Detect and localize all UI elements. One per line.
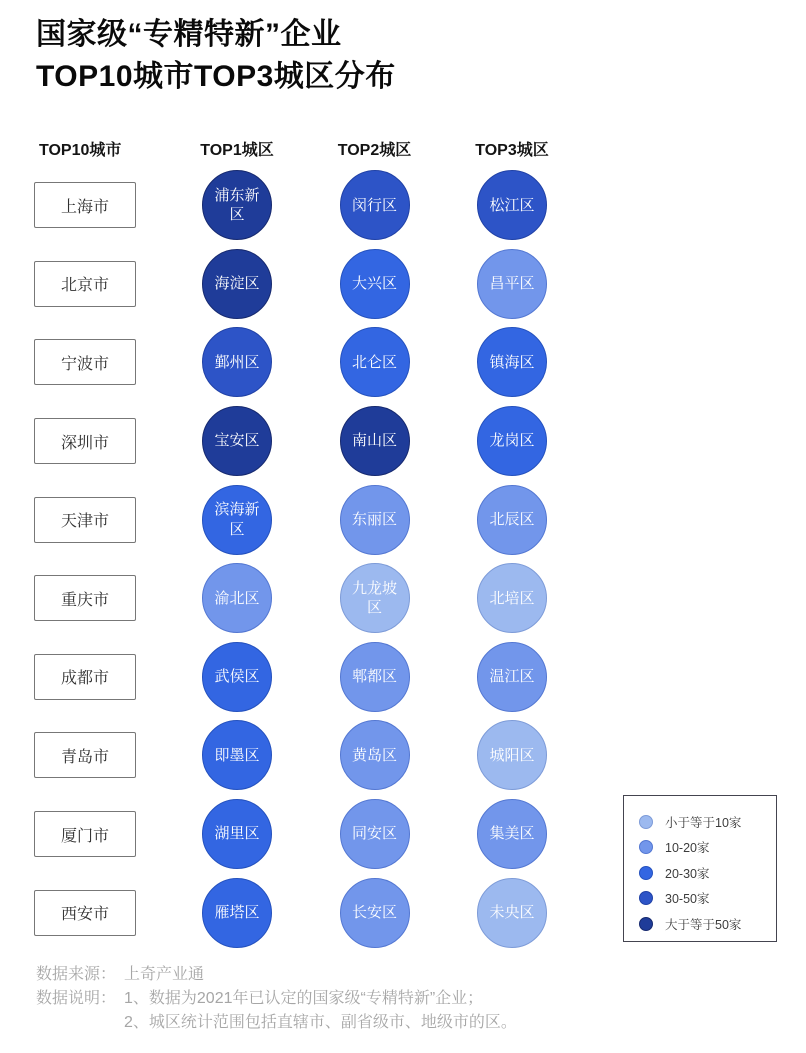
table-row: [34, 873, 581, 952]
district-label: 浦东新区: [214, 186, 260, 224]
legend-item: [639, 886, 770, 912]
district-circle: [340, 642, 410, 712]
legend: [623, 795, 777, 942]
district-circle: [477, 878, 547, 948]
district-label: 黄岛区: [351, 746, 397, 764]
district-label: 东丽区: [351, 510, 397, 528]
district-circle: [202, 485, 272, 555]
legend-label: 30-50家: [665, 892, 710, 907]
legend-item: [639, 809, 770, 835]
legend-item: [639, 835, 770, 861]
header-top1-district: TOP1城区: [200, 142, 274, 159]
district-label: 大兴区: [351, 275, 397, 293]
data-note-spacer: [36, 1011, 124, 1035]
district-circle: [340, 720, 410, 790]
district-label: 温江区: [489, 668, 535, 686]
district-label: 松江区: [489, 196, 535, 214]
district-label: 北培区: [489, 589, 535, 607]
district-circle: [340, 799, 410, 869]
header-top3-district: TOP3城区: [475, 142, 549, 159]
district-circle: [340, 406, 410, 476]
legend-swatch-icon: [639, 917, 653, 931]
district-label: 龙岗区: [489, 432, 535, 450]
column-headers: [34, 137, 581, 160]
legend-label: 大于等于50家: [665, 917, 742, 932]
district-circle: [202, 327, 272, 397]
district-circle: [477, 799, 547, 869]
district-label: 郫都区: [351, 668, 397, 686]
district-circle: [202, 720, 272, 790]
data-note-row-1: [36, 987, 517, 1011]
district-circle: [340, 878, 410, 948]
district-label: 九龙坡区: [351, 579, 397, 617]
data-source-row: [36, 963, 517, 987]
legend-swatch-icon: [639, 815, 653, 829]
district-circle: [477, 406, 547, 476]
table-row: [34, 245, 581, 324]
district-label: 渝北区: [214, 589, 260, 607]
table-row: [34, 716, 581, 795]
district-circle: [477, 327, 547, 397]
district-circle: [202, 249, 272, 319]
district-circle: [477, 563, 547, 633]
city-box: 厦门市: [34, 811, 136, 857]
footer-notes: [36, 963, 517, 1035]
data-source-label: 数据来源：: [36, 966, 117, 983]
data-note-2: 2、城区统计范围包括直辖市、副省级市、地级市的区。: [124, 1014, 517, 1031]
city-box: 西安市: [34, 890, 136, 936]
data-source-value: 上奇产业通: [124, 966, 205, 983]
district-label: 即墨区: [214, 746, 260, 764]
district-label: 闵行区: [351, 196, 397, 214]
district-label: 湖里区: [214, 825, 260, 843]
legend-item: [639, 911, 770, 937]
table-row: [34, 480, 581, 559]
city-box: 宁波市: [34, 339, 136, 385]
city-box: 成都市: [34, 654, 136, 700]
district-label: 南山区: [351, 432, 397, 450]
data-note-label: 数据说明：: [36, 990, 117, 1007]
district-circle: [477, 642, 547, 712]
district-circle: [477, 485, 547, 555]
legend-label: 小于等于10家: [665, 815, 742, 830]
legend-label: 10-20家: [665, 841, 710, 856]
legend-swatch-icon: [639, 840, 653, 854]
city-box: 重庆市: [34, 575, 136, 621]
district-label: 城阳区: [489, 746, 535, 764]
legend-swatch-icon: [639, 866, 653, 880]
district-circle: [477, 170, 547, 240]
district-circle: [477, 720, 547, 790]
district-circle: [340, 249, 410, 319]
district-label: 镇海区: [489, 353, 535, 371]
district-label: 鄞州区: [214, 353, 260, 371]
district-circle: [202, 642, 272, 712]
table-row: [34, 402, 581, 481]
district-label: 海淀区: [214, 275, 260, 293]
header-top2-district: TOP2城区: [337, 142, 412, 159]
district-circle: [340, 327, 410, 397]
table-row: [34, 795, 581, 874]
legend-item: [639, 860, 770, 886]
district-circle: [340, 170, 410, 240]
district-circle: [202, 406, 272, 476]
district-label: 北仑区: [351, 353, 397, 371]
district-label: 雁塔区: [214, 903, 260, 921]
district-circle: [202, 878, 272, 948]
district-label: 集美区: [489, 825, 535, 843]
table-row: [34, 323, 581, 402]
legend-swatch-icon: [639, 891, 653, 905]
district-label: 北辰区: [489, 510, 535, 528]
table-row: [34, 559, 581, 638]
legend-label: 20-30家: [665, 866, 710, 881]
city-rows: [34, 166, 581, 952]
data-note-row-2: [36, 1011, 517, 1035]
district-circle: [202, 170, 272, 240]
district-circle: [202, 799, 272, 869]
district-label: 滨海新区: [214, 501, 260, 538]
district-circle: [202, 563, 272, 633]
district-circle: [340, 485, 410, 555]
data-note-1: 1、数据为2021年已认定的国家级“专精特新”企业；: [124, 990, 484, 1007]
district-label: 昌平区: [489, 275, 535, 293]
district-circle: [340, 563, 410, 633]
table-row: [34, 638, 581, 717]
page-title: [36, 14, 396, 98]
city-box: 天津市: [34, 497, 136, 543]
city-box: 深圳市: [34, 418, 136, 464]
city-box: 青岛市: [34, 732, 136, 778]
header-top10-cities: TOP10城市: [39, 142, 122, 159]
title-line-1: 国家级“专精特新”企业: [36, 18, 342, 51]
table-row: [34, 166, 581, 245]
city-box: 上海市: [34, 182, 136, 228]
district-label: 宝安区: [214, 432, 260, 450]
district-label: 长安区: [351, 903, 397, 921]
district-label: 未央区: [489, 903, 535, 921]
title-line-2: TOP10城市TOP3城区分布: [36, 60, 396, 93]
district-label: 同安区: [351, 825, 397, 843]
district-circle: [477, 249, 547, 319]
district-label: 武侯区: [214, 668, 260, 686]
city-box: 北京市: [34, 261, 136, 307]
